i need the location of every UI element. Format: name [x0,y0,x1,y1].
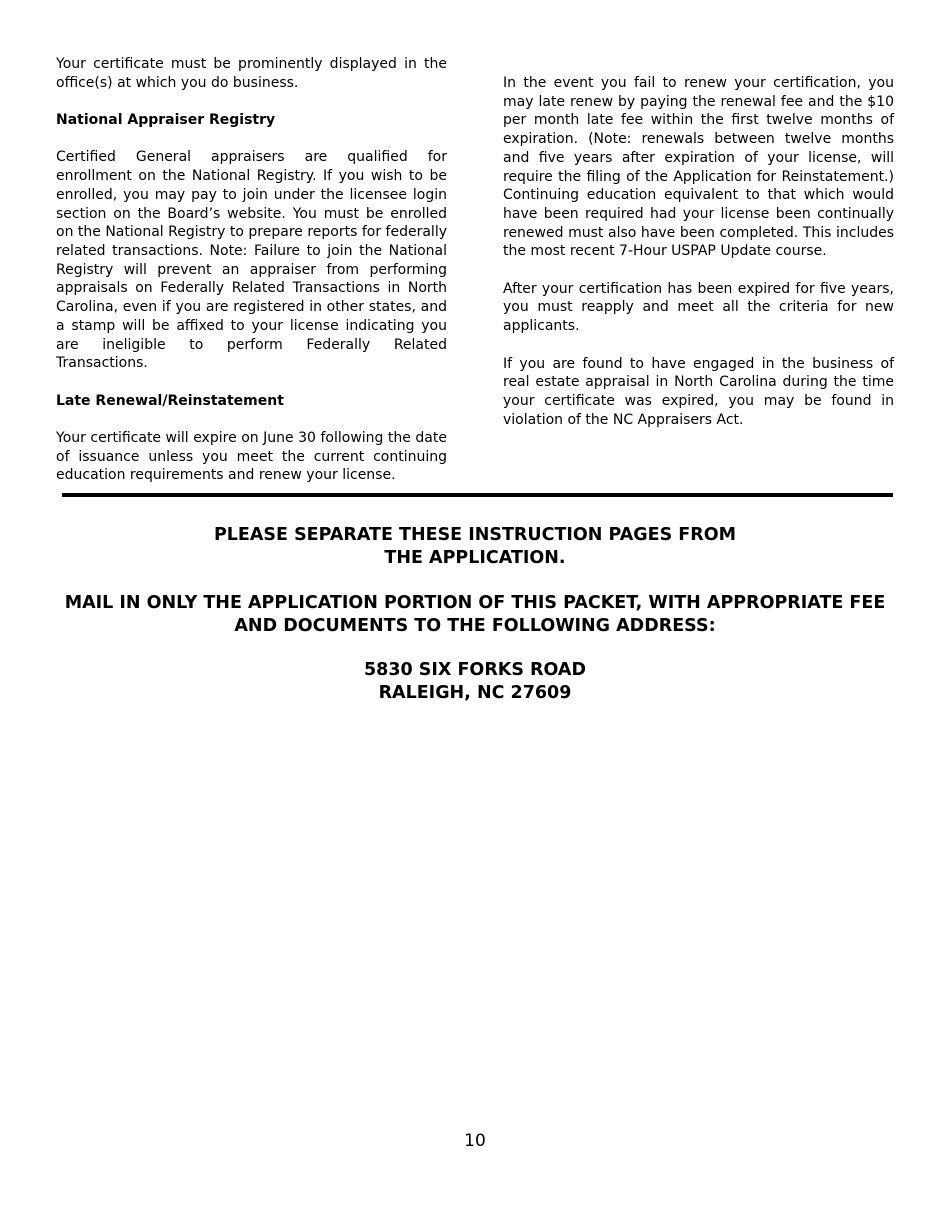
mail-notice [0,592,950,637]
mailing-address [0,659,950,704]
display-certificate-text: Your certificate must be prominently displayed in the office(s) at which you do business. [56,56,447,91]
address-street: 5830 SIX FORKS ROAD [363,660,586,680]
expiration-text: Your certificate will expire on June 30 following the date of issuance unless you meet the current continuing education requirements and renew your license. [56,430,447,484]
page-number: 10 [464,1131,486,1151]
violation-text: If you are found to have engaged in the business of real estate appraisal in North Carolina during the time your certificate was expired, you may be found in violation of the NC Appraisers Act. [503,355,894,428]
separate-notice-line-2: THE APPLICATION. [384,547,566,568]
address-city: RALEIGH, NC 27609 [378,682,572,703]
mail-notice-line-1: MAIL IN ONLY THE APPLICATION PORTION OF THIS PACKET, WITH APPROPRIATE FEE [64,593,886,613]
registry-text: Certified General appraisers are qualified for enrollment on the National Registry. If you wish to be enrolled, you may pay to join under the licensee login section on the Board’s website. You must be enrolled on the National Registry to prepare reports for federally related transactions. Note: Failure to join the National Registry will prevent an appraiser from performing appraisals on Federally Related Transactions in North Carolina, even if you are registered in other states, and a stamp will be affixed to your license indicating you are ineligible to perform Federally Related Transactions. [56,149,447,372]
section-divider [62,493,893,497]
reapply-text: After your certification has been expired for five years, you must reapply and meet all the criteria for new applicants. [503,280,894,335]
registry-heading: National Appraiser Registry [56,112,276,129]
right-column [503,74,894,429]
late-renewal-heading: Late Renewal/Reinstatement [56,392,284,409]
left-column [56,55,447,485]
late-renew-text: In the event you fail to renew your certification, you may late renew by paying the renewal fee and the $10 per month late fee within the first twelve months of expiration. (Note: renewals between twelve months and five years after expiration of your license, will require the filing of the Application for Reinstatement.) Continuing education equivalent to that which would have been required had your license been continually renewed must also have been completed. This includes the most recent 7-Hour USPAP Update course. [503,75,894,260]
mail-notice-line-2: AND DOCUMENTS TO THE FOLLOWING ADDRESS: [234,615,716,636]
separate-notice [0,524,950,569]
separate-notice-line-1: PLEASE SEPARATE THESE INSTRUCTION PAGES FROM [213,525,737,545]
